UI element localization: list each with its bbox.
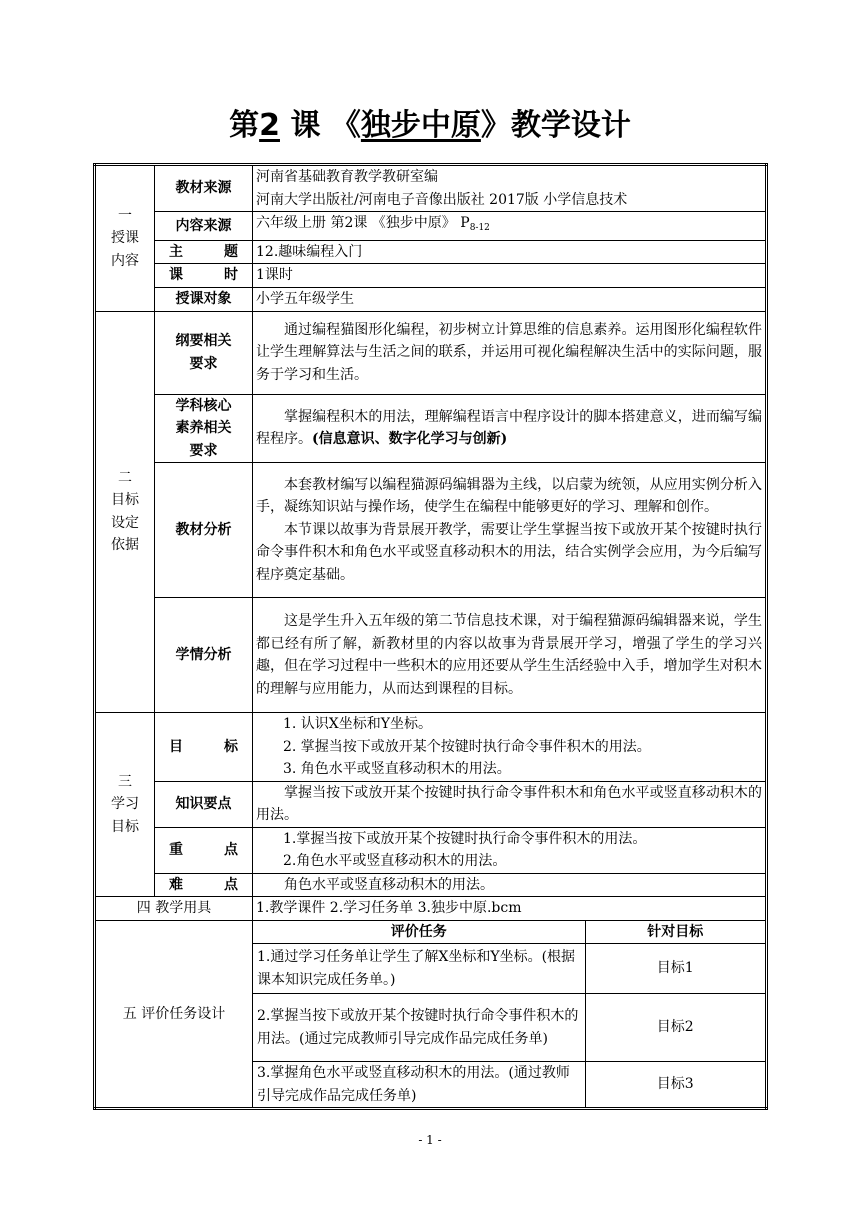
page-title xyxy=(0,104,860,148)
page-range-subscript: 8-12 xyxy=(469,223,490,233)
row-content: 1课时 xyxy=(253,264,767,288)
row-content xyxy=(253,873,767,897)
row-content xyxy=(253,212,767,241)
paragraph-bold-text: (信息意识、数字化学习与创新) xyxy=(312,431,508,448)
title-lesson-number: 2 xyxy=(259,108,280,143)
row-label: 知识要点 xyxy=(155,781,253,827)
row-label: 内容来源 xyxy=(155,212,253,241)
row-content: 小学五年级学生 xyxy=(253,287,767,311)
paragraph-text: 掌握编程积木的用法，理解编程语言中程序设计的脚本搭建意义，进而编写编程程序。 xyxy=(256,408,762,448)
paragraph xyxy=(256,406,762,451)
table-row xyxy=(253,921,765,944)
row-content xyxy=(253,463,767,598)
title-suffix: 》教学设计 xyxy=(480,108,631,143)
section-2-number: 二 xyxy=(118,469,132,486)
content-source-text: 六年级上册 第2课 《独步中原》 P xyxy=(256,215,470,231)
table-row xyxy=(95,287,767,311)
page-number: - 1 - xyxy=(418,1133,442,1147)
row-label: 教材来源 xyxy=(155,165,253,212)
paragraph: 本节课以故事为背景展开教学，需要让学生掌握当按下或放开某个按键时执行命令事件积木和角色水平或竖直移动积木的用法，结合实例学会应用，为今后编写程序奠定基础。 xyxy=(256,521,762,583)
section-3-header xyxy=(95,713,155,897)
row-content xyxy=(253,165,767,212)
row-label: 重点 xyxy=(155,827,253,873)
section-3-name: 学习目标 xyxy=(110,796,139,835)
row-content xyxy=(253,713,767,782)
section-3-number: 三 xyxy=(118,773,132,790)
title-prefix: 第 xyxy=(229,108,260,143)
section-1-name: 授课内容 xyxy=(110,230,139,269)
table-row xyxy=(253,994,765,1062)
table-row xyxy=(95,394,767,463)
table-row xyxy=(95,713,767,782)
paragraph: 角色水平或竖直移动积木的用法。 xyxy=(284,876,494,893)
objective-item: 3. 角色水平或竖直移动积木的用法。 xyxy=(283,761,511,777)
title-lesson-name: 独步中原 xyxy=(360,108,481,143)
source-line-1: 河南省基础教育教学教研室编 xyxy=(256,169,438,185)
section-1-number: 一 xyxy=(118,207,132,224)
row-label: 目标 xyxy=(155,713,253,782)
evaluation-table xyxy=(253,921,765,1108)
row-content: 1.教学课件 2.学习任务单 3.独步中原.bcm xyxy=(253,897,767,921)
source-line-2: 河南大学出版社/河南电子音像出版社 2017版 小学信息技术 xyxy=(256,191,628,208)
evaluation-cell xyxy=(253,920,767,1109)
table-row xyxy=(95,463,767,598)
eval-target: 目标3 xyxy=(585,1062,765,1108)
row-content xyxy=(253,311,767,394)
eval-task: 3.掌握角色水平或竖直移动积木的用法。(通过教师引导完成作品完成任务单) xyxy=(253,1062,585,1108)
eval-task: 1.通过学习任务单让学生了解X坐标和Y坐标。(根据课本知识完成任务单。) xyxy=(253,944,585,994)
table-row xyxy=(95,598,767,713)
table-row xyxy=(253,944,765,994)
table-row xyxy=(95,897,767,921)
section-2-name: 目标设定依据 xyxy=(110,492,139,554)
table-row xyxy=(253,1062,765,1108)
row-content xyxy=(253,394,767,463)
row-label: 难点 xyxy=(155,873,253,897)
table-row xyxy=(95,165,767,212)
row-content xyxy=(253,781,767,827)
table-row xyxy=(95,920,767,1109)
table-row xyxy=(95,873,767,897)
key-point-item: 2.角色水平或竖直移动积木的用法。 xyxy=(283,853,507,869)
section-5-header: 五 评价任务设计 xyxy=(95,920,253,1109)
eval-target: 目标1 xyxy=(585,944,765,994)
section-4-header: 四 教学用具 xyxy=(95,897,253,921)
row-label xyxy=(155,311,253,394)
paragraph: 掌握当按下或放开某个按键时执行命令事件积木和角色水平或竖直移动积木的用法。 xyxy=(256,784,762,823)
row-content xyxy=(253,827,767,873)
objective-item: 1. 认识X坐标和Y坐标。 xyxy=(283,716,433,732)
table-row xyxy=(95,240,767,264)
lesson-design-table xyxy=(93,163,768,1110)
row-label: 学情分析 xyxy=(155,598,253,713)
label-text: 学科核心素养相关要求 xyxy=(175,397,232,459)
row-label xyxy=(155,394,253,463)
row-label: 课时 xyxy=(155,264,253,288)
table-row xyxy=(95,827,767,873)
key-point-item: 1.掌握当按下或放开某个按键时执行命令事件积木的用法。 xyxy=(283,830,647,847)
eval-task: 2.掌握当按下或放开某个按键时执行命令事件积木的用法。(通过完成教师引导完成作品完成任务单) xyxy=(253,994,585,1062)
paragraph: 通过编程猫图形化编程，初步树立计算思维的信息素养。运用图形化编程软件让学生理解算法与生活之间的联系，并运用可视化编程解决生活中的实际问题，服务于学习和生活。 xyxy=(256,321,762,383)
table-row xyxy=(95,781,767,827)
row-content xyxy=(253,598,767,713)
paragraph: 本套教材编写以编程猫源码编辑器为主线，以启蒙为统领，从应用实例分析入手，凝练知识站与操作场，使学生在编程中能够更好的学习、理解和创作。 xyxy=(256,476,762,516)
row-label: 教材分析 xyxy=(155,463,253,598)
label-text: 纲要相关要求 xyxy=(175,333,232,372)
paragraph: 这是学生升入五年级的第二节信息技术课，对于编程猫源码编辑器来说，学生都已经有所了解，新教材里的内容以故事为背景展开学习，增强了学生的学习兴趣，但在学习过程中一些积木的应用还要从学生生活经验中入手，增加学生对积木的理解与应用能力，从而达到课程的目标。 xyxy=(256,613,762,697)
table-row xyxy=(95,264,767,288)
section-1-header xyxy=(95,165,155,312)
column-header-target: 针对目标 xyxy=(585,921,765,944)
title-middle: 课 《 xyxy=(290,108,361,143)
row-content: 12.趣味编程入门 xyxy=(253,240,767,264)
table-row xyxy=(95,311,767,394)
column-header-task: 评价任务 xyxy=(253,921,585,944)
eval-target: 目标2 xyxy=(585,994,765,1062)
table-row xyxy=(95,212,767,241)
row-label: 授课对象 xyxy=(155,287,253,311)
section-2-header xyxy=(95,311,155,713)
row-label: 主题 xyxy=(155,240,253,264)
objective-item: 2. 掌握当按下或放开某个按键时执行命令事件积木的用法。 xyxy=(283,738,651,755)
